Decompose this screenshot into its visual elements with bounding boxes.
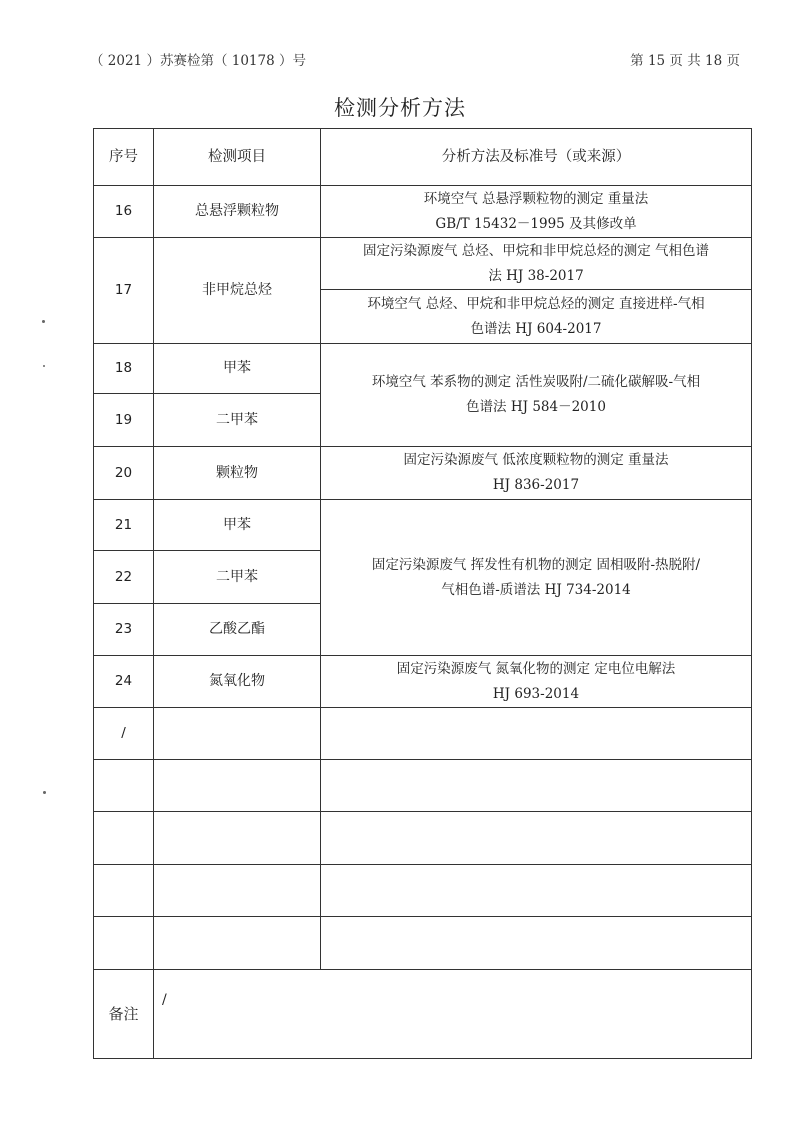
row-no: 16 — [94, 186, 154, 238]
methods-table — [93, 128, 752, 1059]
table-row — [94, 500, 752, 551]
col-header-item: 检测项目 — [154, 129, 321, 186]
scan-speck — [43, 365, 45, 367]
row-method: 环境空气 苯系物的测定 活性炭吸附/二硫化碳解吸-气相 色谱法 HJ 584－2010 — [321, 344, 752, 447]
table-row — [94, 447, 752, 500]
table-header-row — [94, 129, 752, 186]
row-item: 甲苯 — [154, 344, 321, 394]
table-row-empty — [94, 865, 752, 917]
row-no: 18 — [94, 344, 154, 394]
remark-value: / — [154, 970, 752, 1059]
row-no: 20 — [94, 447, 154, 500]
table-row — [94, 708, 752, 760]
scan-speck — [43, 791, 46, 794]
row-item: 甲苯 — [154, 500, 321, 551]
col-header-method: 分析方法及标准号（或来源） — [321, 129, 752, 186]
table-row — [94, 344, 752, 394]
row-no: 22 — [94, 551, 154, 604]
row-item: 氮氧化物 — [154, 656, 321, 708]
table-row-empty — [94, 760, 752, 812]
remark-label: 备注 — [94, 970, 154, 1059]
row-no: 17 — [94, 238, 154, 344]
row-method: 固定污染源废气 低浓度颗粒物的测定 重量法 HJ 836-2017 — [321, 447, 752, 500]
row-no: / — [94, 708, 154, 760]
row-no: 19 — [94, 394, 154, 447]
row-item: 二甲苯 — [154, 551, 321, 604]
scan-speck — [42, 320, 45, 323]
report-number: （ 2021 ）苏赛检第（ 10178 ）号 — [90, 53, 306, 69]
page-info: 第 15 页 共 18 页 — [630, 53, 740, 69]
row-method: 环境空气 总悬浮颗粒物的测定 重量法 GB/T 15432－1995 及其修改单 — [321, 186, 752, 238]
row-method: 固定污染源废气 氮氧化物的测定 定电位电解法 HJ 693-2014 — [321, 656, 752, 708]
page-title: 检测分析方法 — [334, 96, 466, 120]
row-no: 23 — [94, 604, 154, 656]
row-method — [321, 708, 752, 760]
row-item — [154, 708, 321, 760]
table-row — [94, 656, 752, 708]
row-method: 环境空气 总烃、甲烷和非甲烷总烃的测定 直接进样-气相 色谱法 HJ 604-2017 — [321, 290, 752, 344]
table-row — [94, 186, 752, 238]
table-row-empty — [94, 917, 752, 970]
row-item: 颗粒物 — [154, 447, 321, 500]
col-header-no: 序号 — [94, 129, 154, 186]
row-item: 总悬浮颗粒物 — [154, 186, 321, 238]
table-row — [94, 238, 752, 290]
row-item: 乙酸乙酯 — [154, 604, 321, 656]
row-method: 固定污染源废气 挥发性有机物的测定 固相吸附-热脱附/ 气相色谱-质谱法 HJ 734-2014 — [321, 500, 752, 656]
row-no: 21 — [94, 500, 154, 551]
row-method: 固定污染源废气 总烃、甲烷和非甲烷总烃的测定 气相色谱 法 HJ 38-2017 — [321, 238, 752, 290]
row-item: 非甲烷总烃 — [154, 238, 321, 344]
remark-row — [94, 970, 752, 1059]
row-item: 二甲苯 — [154, 394, 321, 447]
row-no: 24 — [94, 656, 154, 708]
table-row-empty — [94, 812, 752, 865]
